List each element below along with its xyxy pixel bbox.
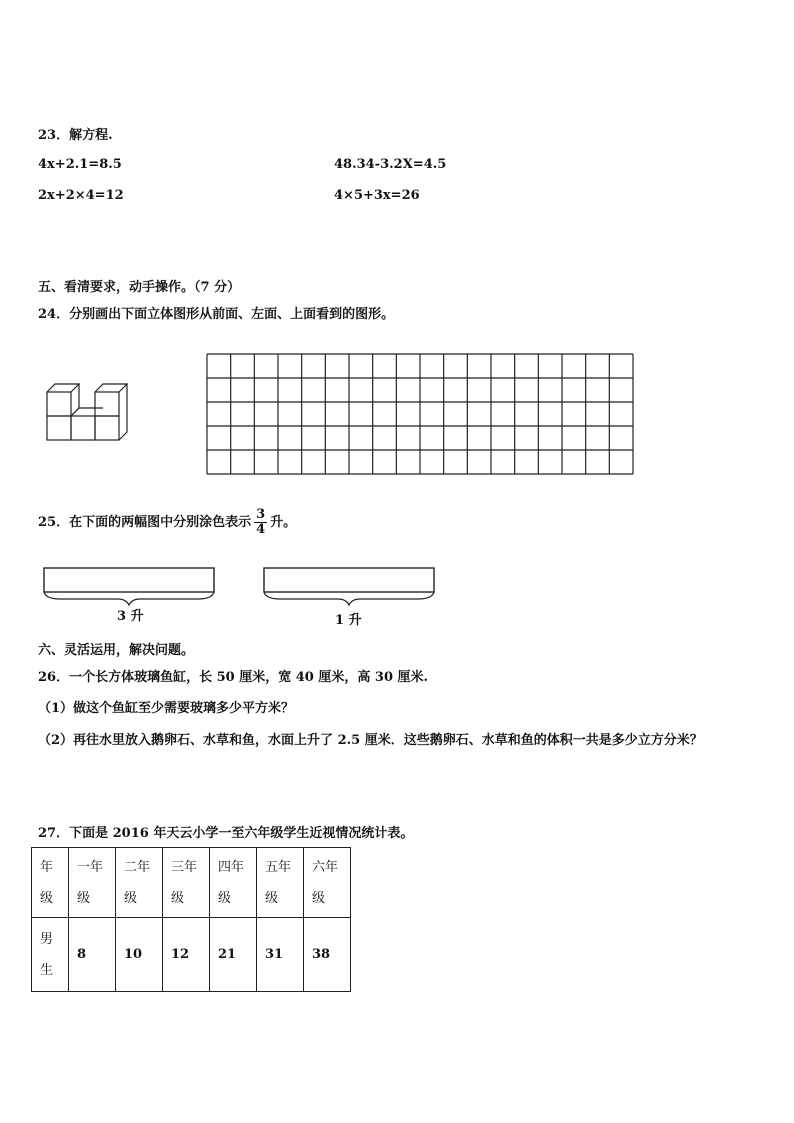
q25-title-after: 升。 [270,515,297,530]
header-bottom-text: 级 [312,890,326,906]
header-top-text: 四年 [218,859,245,875]
fraction-three-quarters [254,508,267,537]
bar2-label: 1 升 [335,613,362,628]
q26-title: 26．一个长方体玻璃鱼缸，长 50 厘米，宽 40 厘米，高 30 厘米. [38,670,429,685]
section6-title: 六、灵活运用，解决问题。 [38,643,195,658]
fraction-numerator: 3 [256,507,266,522]
q25-title [38,508,296,538]
bar1-label: 3 升 [117,609,144,624]
header-bottom-text: 级 [40,890,54,906]
q23-title: 23．解方程. [38,128,113,143]
header-bottom-text: 级 [218,890,232,906]
row-label-bottom: 生 [40,962,54,978]
table-header-row [32,848,351,918]
equation-3: 2x+2×4=12 [38,188,124,203]
row-label-top: 男 [40,931,54,947]
q26-part1: （1）做这个鱼缸至少需要玻璃多少平方米？ [38,701,295,716]
header-top-text: 二年 [124,859,151,875]
q26-part2: （2）再往水里放入鹅卵石、水草和鱼，水面上升了 2.5 厘米．这些鹅卵石、水草和鱼的体积一共是多少立方分米？ [38,733,703,748]
table-cell: 12 [163,918,210,992]
table-cell: 8 [69,918,116,992]
table-header-cell [210,848,257,918]
header-top-text: 六年 [312,859,339,875]
header-bottom-text: 级 [265,890,279,906]
table-header-cell [32,848,69,918]
header-top-text: 一年 [77,859,104,875]
header-top-text: 五年 [265,859,292,875]
table-header-cell [257,848,304,918]
table-cell: 21 [210,918,257,992]
equation-4: 4×5+3x=26 [334,188,420,203]
header-top-text: 三年 [171,859,198,875]
header-bottom-text: 级 [171,890,185,906]
equation-1: 4x+2.1=8.5 [38,157,122,172]
table-header-cell [116,848,163,918]
header-bottom-text: 级 [124,890,138,906]
header-top-text: 年 [40,859,54,875]
q24-title: 24．分别画出下面立体图形从前面、左面、上面看到的图形。 [38,307,395,322]
bar-1-liter [258,566,438,608]
header-bottom-text: 级 [77,890,91,906]
table-header-cell [163,848,210,918]
table-cell: 31 [257,918,304,992]
row-label-cell [32,918,69,992]
q27-title: 27．下面是 2016 年天云小学一至六年级学生近视情况统计表。 [38,826,414,841]
fraction-denominator: 4 [256,522,266,537]
table-cell: 10 [116,918,163,992]
drawing-grid [206,353,634,475]
table-header-cell [304,848,351,918]
q25-title-before: 25．在下面的两幅图中分别涂色表示 [38,515,252,530]
myopia-stats-table [31,847,351,992]
table-cell: 38 [304,918,351,992]
section5-title: 五、看清要求，动手操作。（7 分） [38,280,241,295]
table-header-cell [69,848,116,918]
bar-3-liters [40,566,220,608]
equation-2: 48.34-3.2X=4.5 [334,157,447,172]
table-row [32,918,351,992]
cube-figure [44,374,134,442]
